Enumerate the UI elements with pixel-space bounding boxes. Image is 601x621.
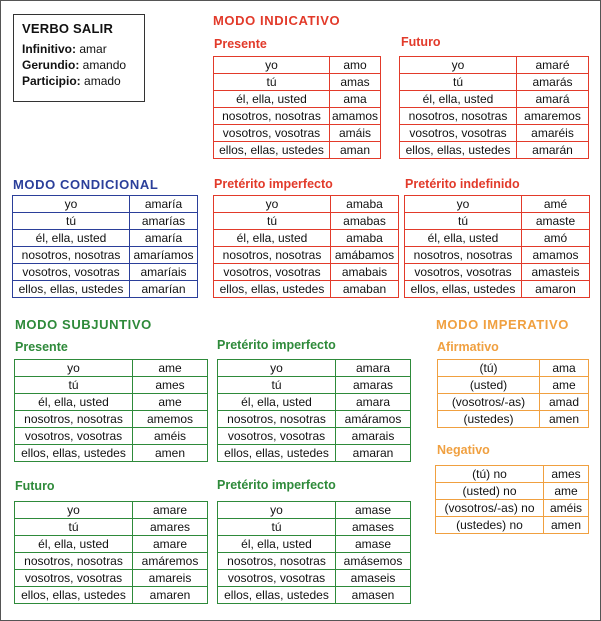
form-cell: amen (548, 411, 580, 426)
form-cell: améis (153, 428, 186, 443)
person-cell: (vosotros/-as) no (436, 500, 544, 517)
table-row (436, 500, 589, 517)
indicativo-indefinido-table (404, 195, 590, 298)
person-cell: yo (218, 502, 336, 519)
form-cell: améis (549, 500, 582, 515)
table-row (436, 483, 589, 500)
table-row (400, 108, 589, 125)
table-row (218, 519, 411, 536)
form-cell: amarían (141, 281, 186, 296)
table-row (438, 377, 589, 394)
form-cell: amas (340, 74, 370, 89)
person-cell: nosotros, nosotras (214, 247, 331, 264)
person-cell: él, ella, usted (214, 91, 330, 108)
form-cell: amaría (144, 196, 183, 211)
indicativo-title: MODO INDICATIVO (213, 13, 341, 28)
form-cell: amemos (146, 411, 193, 426)
table-row (405, 247, 590, 264)
table-row (218, 445, 411, 462)
form-cell: amáremos (141, 553, 199, 568)
person-cell: vosotros, vosotras (214, 125, 330, 142)
person-cell: él, ella, usted (218, 394, 336, 411)
table-row (218, 360, 411, 377)
form-cell: amare (152, 536, 187, 551)
form-cell: amases (351, 519, 395, 534)
indicativo-futuro-title: Futuro (401, 35, 441, 49)
person-cell: nosotros, nosotras (214, 108, 330, 125)
form-cell: amad (548, 394, 580, 409)
person-cell: yo (214, 196, 331, 213)
table-row (405, 230, 590, 247)
person-cell: él, ella, usted (13, 230, 130, 247)
form-cell: amaban (342, 281, 387, 296)
table-row (15, 394, 208, 411)
table-row (400, 74, 589, 91)
table-row (214, 264, 399, 281)
subjuntivo-imperfecto-se-table (217, 501, 411, 604)
table-row (400, 142, 589, 159)
table-row (214, 57, 381, 74)
imperativo-negativo-title: Negativo (437, 443, 490, 457)
person-cell: vosotros, vosotras (15, 570, 133, 587)
indicativo-futuro-table (399, 56, 589, 159)
form-cell: amamos (331, 108, 378, 123)
person-cell: yo (13, 196, 130, 213)
person-cell: nosotros, nosotras (15, 411, 133, 428)
form-cell: amabas (343, 213, 386, 228)
participio-value: amado (84, 74, 121, 88)
table-row (13, 264, 198, 281)
form-cell: amareis (148, 570, 192, 585)
person-cell: (tú) (438, 360, 540, 377)
form-cell: amares (149, 519, 190, 534)
indicativo-presente-title: Presente (214, 37, 267, 51)
table-row (13, 196, 198, 213)
person-cell: yo (15, 360, 133, 377)
table-row (218, 377, 411, 394)
form-cell: ame (554, 483, 578, 498)
person-cell: vosotros, vosotras (13, 264, 130, 281)
person-cell: nosotros, nosotras (218, 411, 336, 428)
form-cell: amaríais (140, 264, 187, 279)
form-cell: amaran (352, 445, 394, 460)
person-cell: vosotros, vosotras (400, 125, 517, 142)
person-cell: (ustedes) (438, 411, 540, 428)
indicativo-indefinido-title: Pretérito indefinido (405, 177, 520, 191)
table-row (436, 466, 589, 483)
table-row (13, 247, 198, 264)
form-cell: aman (339, 142, 370, 157)
condicional-title: MODO CONDICIONAL (13, 177, 159, 192)
person-cell: (usted) (438, 377, 540, 394)
infinitivo-label: Infinitivo: (22, 42, 76, 56)
person-cell: ellos, ellas, ustedes (405, 281, 522, 298)
person-cell: ellos, ellas, ustedes (400, 142, 517, 159)
verb-title: VERBO SALIR (22, 21, 114, 36)
form-cell: amé (543, 196, 568, 211)
form-cell: amaseis (350, 570, 396, 585)
indicativo-presente-table (213, 56, 381, 159)
form-cell: amen (550, 517, 582, 532)
form-cell: ames (155, 377, 185, 392)
imperativo-title: MODO IMPERATIVO (436, 317, 569, 332)
person-cell: tú (15, 377, 133, 394)
person-cell: yo (218, 360, 336, 377)
form-cell: amase (354, 536, 392, 551)
form-cell: amamos (532, 247, 579, 262)
form-cell: amaríamos (133, 247, 194, 262)
table-row (438, 360, 589, 377)
form-cell: amase (354, 502, 392, 517)
table-row (15, 553, 208, 570)
form-cell: amaba (346, 230, 383, 245)
table-row (15, 377, 208, 394)
table-row (218, 570, 411, 587)
imperativo-afirmativo-table (437, 359, 589, 428)
table-row (15, 360, 208, 377)
person-cell: vosotros, vosotras (405, 264, 522, 281)
form-cell: amara (355, 360, 390, 375)
subjuntivo-imperfecto-ra-title: Pretérito imperfecto (217, 338, 336, 352)
table-row (214, 74, 381, 91)
participio-label: Participio: (22, 74, 81, 88)
person-cell: nosotros, nosotras (15, 553, 133, 570)
imperativo-afirmativo-title: Afirmativo (437, 340, 499, 354)
table-row (13, 281, 198, 298)
person-cell: él, ella, usted (214, 230, 331, 247)
gerundio-label: Gerundio: (22, 58, 80, 72)
participio-line (22, 73, 136, 89)
verb-info-box (13, 14, 145, 102)
person-cell: yo (400, 57, 517, 74)
table-row (214, 247, 399, 264)
table-row (13, 230, 198, 247)
person-cell: vosotros, vosotras (218, 570, 336, 587)
table-row (218, 553, 411, 570)
infinitivo-line (22, 41, 136, 57)
table-row (438, 411, 589, 428)
person-cell: (tú) no (436, 466, 544, 483)
form-cell: amarías (141, 213, 186, 228)
form-cell: amarais (351, 428, 395, 443)
form-cell: amó (543, 230, 568, 245)
person-cell: él, ella, usted (405, 230, 522, 247)
table-row (218, 411, 411, 428)
form-cell: amo (343, 57, 367, 72)
subjuntivo-imperfecto-ra-table (217, 359, 411, 462)
indicativo-imperfecto-table (213, 195, 399, 298)
person-cell: ellos, ellas, ustedes (214, 142, 330, 159)
person-cell: él, ella, usted (15, 394, 133, 411)
form-cell: amaron (535, 281, 576, 296)
imperativo-negativo-table (435, 465, 589, 534)
person-cell: yo (405, 196, 522, 213)
form-cell: ames (551, 466, 581, 481)
person-cell: nosotros, nosotras (13, 247, 130, 264)
person-cell: vosotros, vosotras (218, 428, 336, 445)
person-cell: (vosotros/-as) (438, 394, 540, 411)
table-row (218, 536, 411, 553)
form-cell: ame (158, 394, 182, 409)
person-cell: nosotros, nosotras (400, 108, 517, 125)
table-row (214, 213, 399, 230)
table-row (15, 502, 208, 519)
table-row (214, 230, 399, 247)
table-row (15, 428, 208, 445)
subjuntivo-title: MODO SUBJUNTIVO (15, 317, 152, 332)
table-row (15, 411, 208, 428)
subjuntivo-futuro-title: Futuro (15, 479, 55, 493)
person-cell: ellos, ellas, ustedes (218, 587, 336, 604)
person-cell: él, ella, usted (218, 536, 336, 553)
person-cell: vosotros, vosotras (15, 428, 133, 445)
table-row (218, 587, 411, 604)
table-row (405, 213, 590, 230)
table-row (214, 281, 399, 298)
form-cell: ama (343, 91, 367, 106)
form-cell: amará (535, 91, 570, 106)
form-cell: ame (158, 360, 182, 375)
form-cell: amaréis (531, 125, 574, 140)
person-cell: ellos, ellas, ustedes (13, 281, 130, 298)
person-cell: tú (218, 519, 336, 536)
person-cell: nosotros, nosotras (405, 247, 522, 264)
table-row (214, 196, 399, 213)
form-cell: amarás (532, 74, 573, 89)
form-cell: ama (552, 360, 576, 375)
person-cell: tú (13, 213, 130, 230)
table-row (405, 281, 590, 298)
form-cell: amaba (346, 196, 383, 211)
person-cell: vosotros, vosotras (214, 264, 331, 281)
form-cell: amáis (338, 125, 371, 140)
table-row (400, 125, 589, 142)
person-cell: (ustedes) no (436, 517, 544, 534)
table-row (400, 57, 589, 74)
subjuntivo-presente-table (14, 359, 208, 462)
table-row (214, 142, 381, 159)
subjuntivo-presente-title: Presente (15, 340, 68, 354)
form-cell: amábamos (334, 247, 395, 262)
form-cell: amaras (352, 377, 393, 392)
table-row (15, 519, 208, 536)
form-cell: amaren (149, 587, 191, 602)
table-row (400, 91, 589, 108)
form-cell: amen (154, 445, 186, 460)
table-row (218, 502, 411, 519)
indicativo-imperfecto-title: Pretérito imperfecto (214, 177, 333, 191)
form-cell: amara (355, 394, 390, 409)
table-row (214, 108, 381, 125)
table-row (218, 394, 411, 411)
form-cell: amáramos (344, 411, 402, 426)
table-row (438, 394, 589, 411)
table-row (13, 213, 198, 230)
infinitivo-value: amar (79, 42, 107, 56)
table-row (15, 445, 208, 462)
person-cell: nosotros, nosotras (218, 553, 336, 570)
form-cell: amaste (535, 213, 576, 228)
gerundio-line (22, 57, 136, 73)
person-cell: ellos, ellas, ustedes (214, 281, 331, 298)
person-cell: tú (400, 74, 517, 91)
table-row (15, 587, 208, 604)
person-cell: él, ella, usted (15, 536, 133, 553)
form-cell: amasen (351, 587, 395, 602)
subjuntivo-imperfecto-se-title: Pretérito imperfecto (217, 478, 336, 492)
table-row (405, 264, 590, 281)
condicional-table (12, 195, 198, 298)
person-cell: tú (405, 213, 522, 230)
person-cell: yo (214, 57, 330, 74)
form-cell: amaremos (524, 108, 581, 123)
gerundio-value: amando (82, 58, 127, 72)
person-cell: (usted) no (436, 483, 544, 500)
person-cell: yo (15, 502, 133, 519)
table-row (15, 536, 208, 553)
form-cell: amabais (341, 264, 388, 279)
person-cell: tú (218, 377, 336, 394)
person-cell: tú (214, 74, 330, 91)
subjuntivo-futuro-table (14, 501, 208, 604)
person-cell: tú (214, 213, 331, 230)
person-cell: ellos, ellas, ustedes (15, 587, 133, 604)
form-cell: amaría (144, 230, 183, 245)
form-cell: amasteis (531, 264, 580, 279)
person-cell: él, ella, usted (400, 91, 517, 108)
table-row (218, 428, 411, 445)
table-row (436, 517, 589, 534)
form-cell: amásemos (343, 553, 403, 568)
form-cell: ame (552, 377, 576, 392)
person-cell: tú (15, 519, 133, 536)
person-cell: ellos, ellas, ustedes (15, 445, 133, 462)
table-row (214, 91, 381, 108)
form-cell: amaré (535, 57, 570, 72)
person-cell: ellos, ellas, ustedes (218, 445, 336, 462)
form-cell: amarán (532, 142, 573, 157)
table-row (214, 125, 381, 142)
form-cell: amare (152, 502, 187, 517)
table-row (15, 570, 208, 587)
table-row (405, 196, 590, 213)
